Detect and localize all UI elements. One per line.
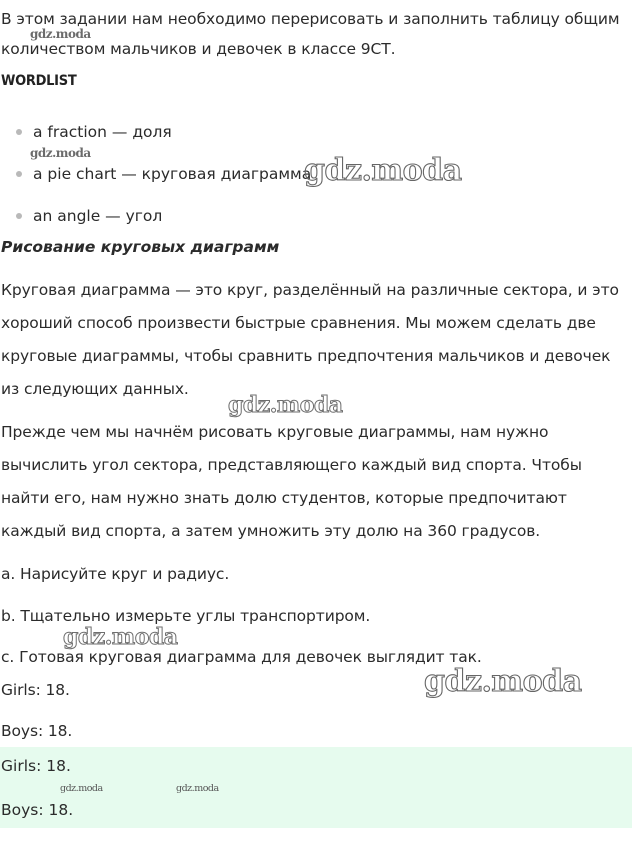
bullet-icon: [16, 213, 22, 219]
list-item: [16, 163, 311, 185]
watermark: gdz.moda: [304, 153, 462, 188]
paragraph-sector-angle: Прежде чем мы начнём рисовать круговые диаграммы, нам нужно вычислить угол сектора, представляющего каждый вид спорта. Чтобы найти его, нам нужно знать долю студентов, которые предпочитают каждый вид спорта, а затем умножить эту долю на 360 градусов.: [1, 423, 582, 540]
list-item: [16, 205, 162, 227]
wordlist-title: WORDLIST: [1, 73, 77, 89]
bullet-icon: [16, 171, 22, 177]
section-subheading: Рисование круговых диаграмм: [1, 238, 280, 256]
wordlist-item-fraction: a fraction — доля: [33, 123, 172, 141]
paragraph-pie-chart-definition: Круговая диаграмма — это круг, разделённый на различные сектора, и это хороший способ произвести быстрые сравнения. Мы можем сделать две круговые диаграммы, чтобы сравнить предпочтения мальчиков и девочек из следующих данных.: [1, 281, 619, 398]
answer-girls-count: Girls: 18.: [1, 757, 71, 775]
wordlist-item-angle: an angle — угол: [33, 207, 163, 225]
step-finished-chart: c. Готовая круговая диаграмма для девочек выглядит так.: [1, 648, 482, 666]
answer-box: [0, 747, 632, 828]
watermark: gdz.moda: [228, 392, 343, 418]
boys-count: Boys: 18.: [1, 722, 73, 740]
watermark: gdz.moda: [30, 146, 91, 160]
watermark: gdz.moda: [60, 783, 103, 794]
watermark: gdz.moda: [176, 783, 219, 794]
intro-text: В этом задании нам необходимо перерисовать и заполнить таблицу общим количеством мальчиков и девочек в классе 9СТ.: [1, 10, 620, 58]
girls-count: Girls: 18.: [1, 681, 70, 699]
watermark: gdz.moda: [63, 624, 178, 650]
answer-boys-count: Boys: 18.: [1, 801, 74, 819]
step-measure-angles: b. Тщательно измерьте углы транспортиром.: [1, 607, 371, 625]
list-item: [16, 121, 172, 143]
watermark: gdz.moda: [424, 664, 582, 699]
bullet-icon: [16, 129, 22, 135]
step-draw-circle: a. Нарисуйте круг и радиус.: [1, 565, 230, 583]
watermark: gdz.moda: [30, 27, 91, 41]
wordlist-item-pie-chart: a pie chart — круговая диаграмма: [33, 165, 312, 183]
